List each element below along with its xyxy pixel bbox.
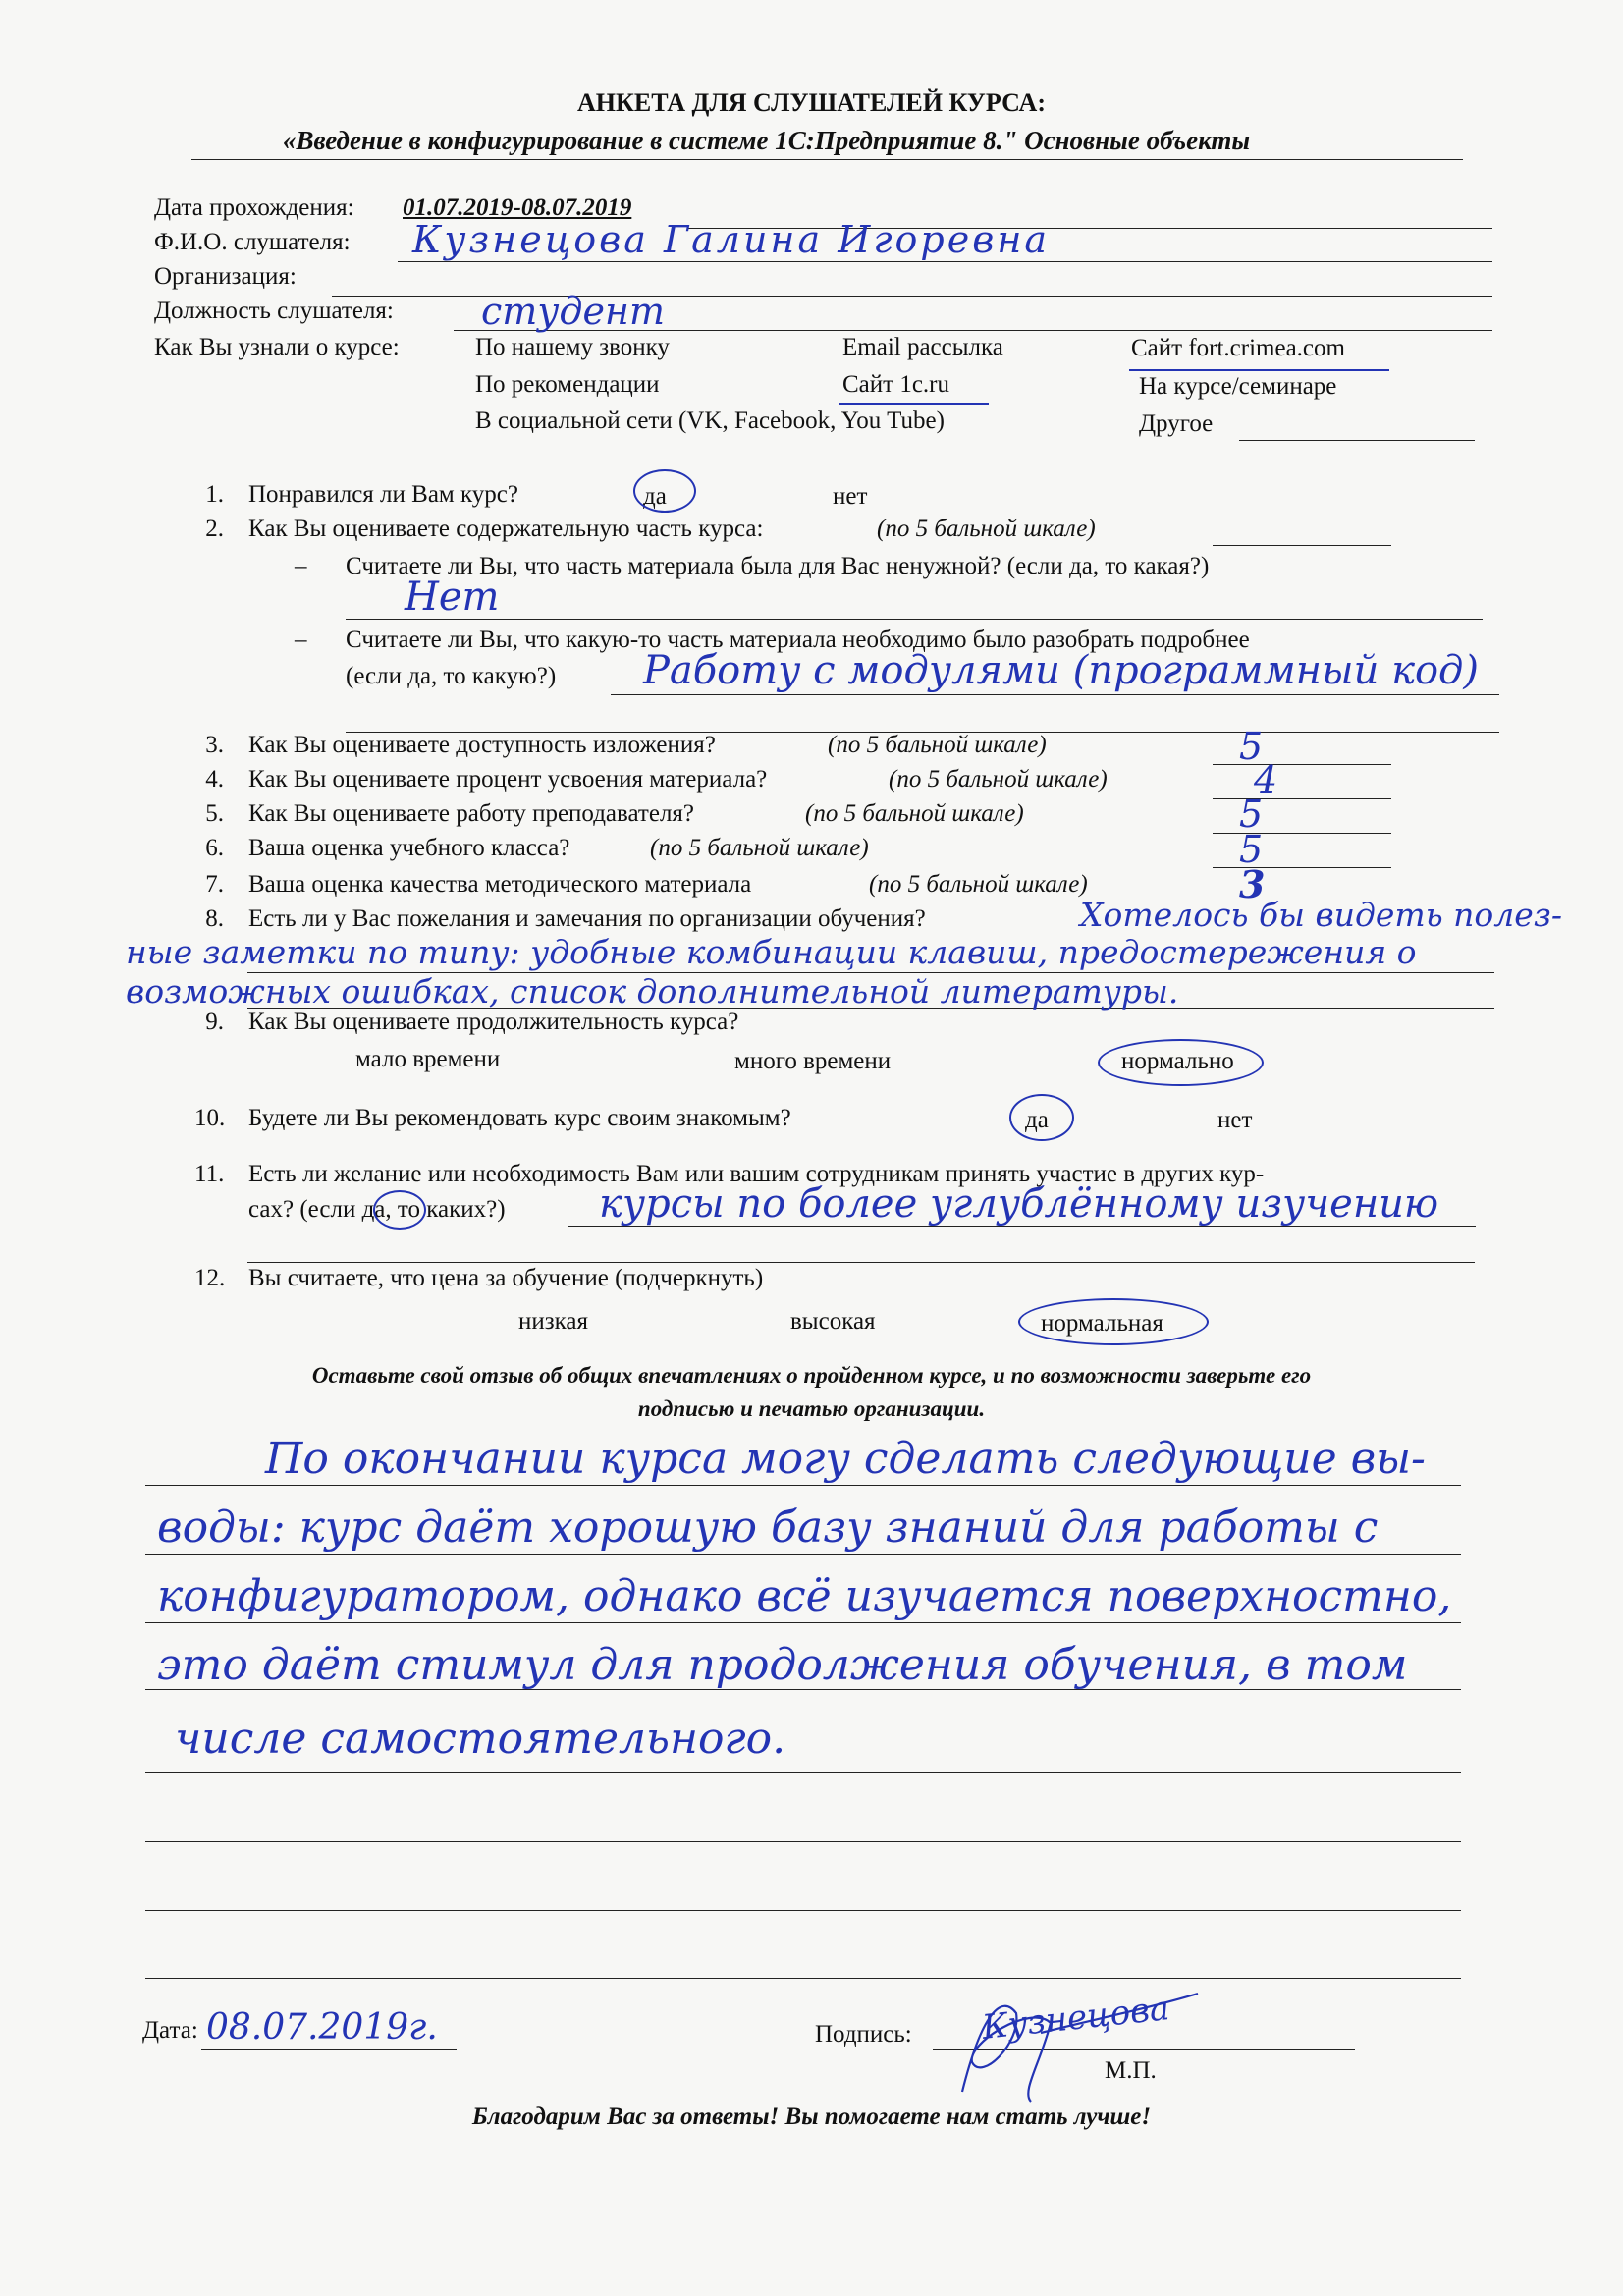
q2a-answer: Нет — [405, 574, 500, 620]
fio-value: Кузнецова Галина Игоревна — [412, 218, 1051, 261]
q4-number: 4. — [205, 766, 224, 793]
date-label: Дата прохождения: — [154, 194, 354, 221]
q4-text: Как Вы оцениваете процент усвоения материала? — [248, 766, 768, 793]
signature: Кузнецова — [980, 1989, 1171, 2048]
q10-number: 10. — [194, 1105, 226, 1131]
position-value: студент — [481, 290, 665, 333]
source-recommend: По рекомендации — [475, 371, 660, 398]
q7-answer: 3 — [1239, 862, 1266, 906]
q5-text: Как Вы оцениваете работу преподавателя? — [248, 800, 695, 827]
q8-number: 8. — [205, 905, 224, 932]
q9-number: 9. — [205, 1009, 224, 1035]
signature-label: Подпись: — [815, 2021, 912, 2048]
q7-hint: (по 5 бальной шкале) — [869, 871, 1088, 898]
footer-date-label: Дата: — [142, 2017, 198, 2044]
q3-answer: 5 — [1239, 725, 1264, 768]
q8-answer-line2: ные заметки по типу: удобные комбинации клавиш, предостережения о — [126, 933, 1417, 971]
review-line1: По окончании курса могу сделать следующие вы- — [265, 1434, 1426, 1484]
q11-answer: курсы по более углублённому изучению — [599, 1181, 1439, 1227]
q2-text: Как Вы оцениваете содержательную часть курса: — [248, 516, 764, 542]
source-site-fort: Сайт fort.crimea.com — [1131, 335, 1345, 361]
q10-no: нет — [1217, 1107, 1253, 1133]
thanks-message: Благодарим Вас за ответы! Вы помогаете нам стать лучше! — [471, 2104, 1152, 2130]
q9-option-normal: нормально — [1121, 1048, 1234, 1074]
q12-option-low: низкая — [518, 1308, 588, 1335]
q2-number: 2. — [205, 516, 224, 542]
q11-line1: Есть ли желание или необходимость Вам или вашим сотрудникам принять участие в других кур- — [248, 1161, 1265, 1187]
source-social: В социальной сети (VK, Facebook, You Tube) — [475, 408, 945, 434]
q7-number: 7. — [205, 871, 224, 898]
source-email: Email рассылка — [842, 334, 1003, 360]
q11-number: 11. — [194, 1161, 225, 1187]
q12-text: Вы считаете, что цена за обучение (подчеркнуть) — [248, 1265, 764, 1291]
q9-text: Как Вы оцениваете продолжительность курса? — [248, 1009, 739, 1035]
date-value: 01.07.2019-08.07.2019 — [403, 194, 632, 221]
q11-line2: сах? (если да, то каких?) — [248, 1196, 506, 1223]
review-prompt-line2: подписью и печатью организации. — [637, 1396, 986, 1421]
q9-option-long: много времени — [734, 1048, 892, 1074]
q6-answer: 5 — [1239, 828, 1264, 871]
q4-hint: (по 5 бальной шкале) — [889, 766, 1108, 793]
form-title: АНКЕТА ДЛЯ СЛУШАТЕЛЕЙ КУРСА: — [577, 88, 1046, 117]
review-line3: конфигуратором, однако всё изучается поверхностно, — [157, 1571, 1452, 1621]
q2b-answer: Работу с модулями (программный код) — [643, 648, 1479, 693]
q4-answer: 4 — [1254, 758, 1278, 801]
source-label: Как Вы узнали о курсе: — [154, 334, 400, 360]
organization-label: Организация: — [154, 263, 297, 290]
q8-answer-line3: возможных ошибках, список дополнительной литературы. — [126, 972, 1179, 1011]
q2b-line1: Считаете ли Вы, что какую-то часть материала необходимо было разобрать подробнее — [346, 627, 1250, 653]
q5-answer: 5 — [1239, 793, 1264, 836]
q2b-line2: (если да, то какую?) — [346, 663, 557, 689]
signature-flourish — [923, 1974, 1208, 2111]
stamp-label: М.П. — [1105, 2057, 1157, 2084]
q7-text: Ваша оценка качества методического материала — [248, 871, 752, 898]
position-label: Должность слушателя: — [154, 298, 394, 324]
source-call: По нашему звонку — [475, 334, 670, 360]
q3-text: Как Вы оцениваете доступность изложения? — [248, 732, 716, 758]
q1-text: Понравился ли Вам курс? — [248, 481, 518, 508]
q10-text: Будете ли Вы рекомендовать курс своим знакомым? — [248, 1105, 791, 1131]
q5-hint: (по 5 бальной шкале) — [805, 800, 1024, 827]
footer-date-value: 08.07.2019г. — [206, 2007, 438, 2048]
review-line2: воды: курс даёт хорошую базу знаний для работы с — [157, 1503, 1379, 1553]
source-other: Другое — [1139, 410, 1214, 437]
review-line4: это даёт стимул для продолжения обучения, в том — [157, 1640, 1408, 1690]
review-prompt-line1: Оставьте свой отзыв об общих впечатлениях о пройденном курсе, и по возможности заверьте его — [311, 1363, 1312, 1388]
q2a-text: Считаете ли Вы, что часть материала была для Вас ненужной? (если да, то какая?) — [346, 553, 1210, 579]
q6-text: Ваша оценка учебного класса? — [248, 835, 570, 861]
source-site-1c: Сайт 1c.ru — [842, 371, 949, 398]
q2-hint: (по 5 бальной шкале) — [877, 516, 1096, 542]
q12-option-high: высокая — [790, 1308, 876, 1335]
q8-answer-line1: Хотелось бы видеть полез- — [1080, 896, 1562, 934]
source-seminar: На курсе/семинаре — [1139, 373, 1337, 400]
q3-hint: (по 5 бальной шкале) — [828, 732, 1047, 758]
q12-number: 12. — [194, 1265, 226, 1291]
fio-label: Ф.И.О. слушателя: — [154, 229, 351, 255]
q6-hint: (по 5 бальной шкале) — [650, 835, 869, 861]
q1-yes: да — [643, 483, 667, 510]
q3-number: 3. — [205, 732, 224, 758]
q8-text: Есть ли у Вас пожелания и замечания по организации обучения? — [248, 905, 926, 932]
course-title: «Введение в конфигурирование в системе 1С:Предприятие 8." Основные объекты — [283, 126, 1251, 155]
review-line5: числе самостоятельного. — [175, 1714, 786, 1764]
q10-yes: да — [1025, 1107, 1049, 1133]
q9-option-short: мало времени — [355, 1046, 501, 1072]
q1-no: нет — [833, 483, 868, 510]
q5-number: 5. — [205, 800, 224, 827]
q12-option-normal: нормальная — [1041, 1310, 1163, 1337]
q6-number: 6. — [205, 835, 224, 861]
q1-number: 1. — [205, 481, 224, 508]
